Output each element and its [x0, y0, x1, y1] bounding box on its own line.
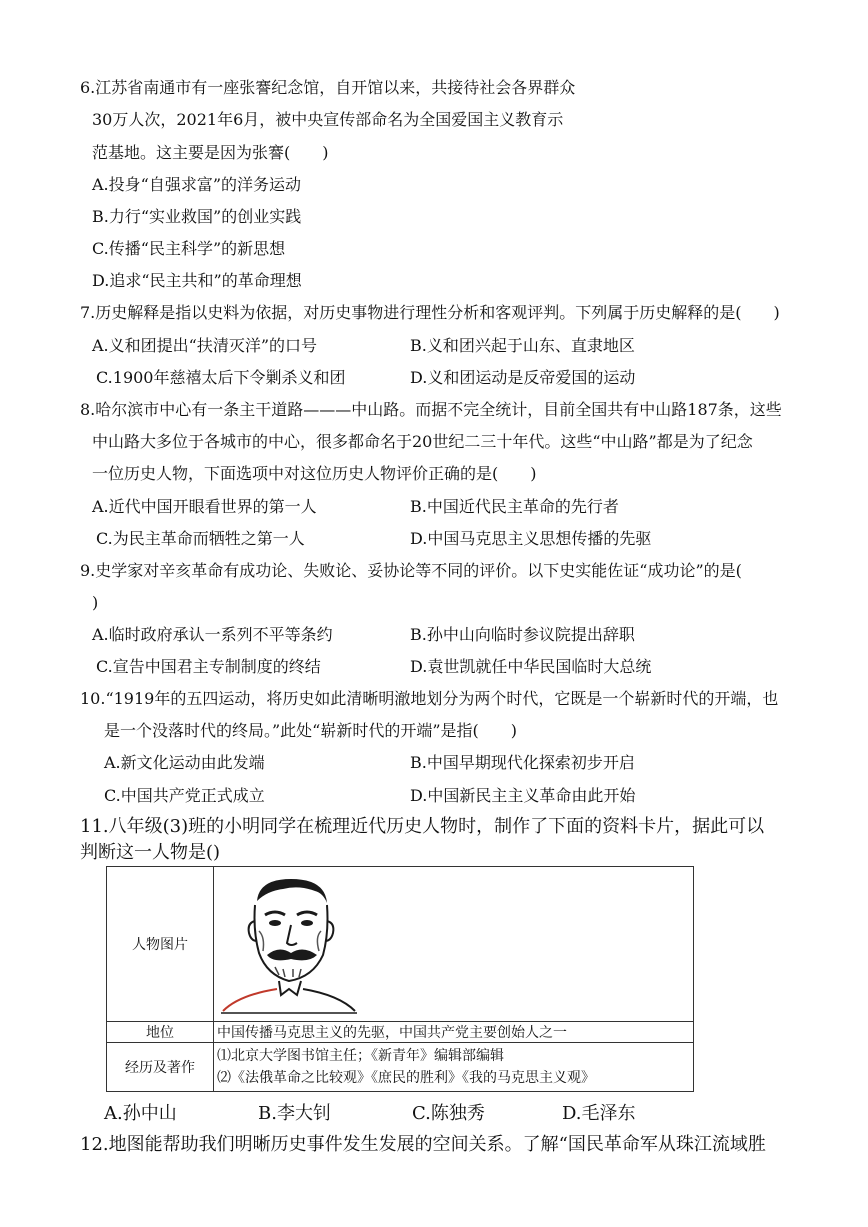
q9-stem-line1: 9.史学家对辛亥革命有成功论、失败论、妥协论等不同的评价。以下史实能佐证“成功论”的是(: [80, 561, 742, 580]
q8-option-a: A.近代中国开眼看世界的第一人: [92, 497, 317, 516]
li-dazhao-portrait-icon: [219, 871, 359, 1017]
q6-stem-line2: 30万人次，2021年6月，被中央宣传部命名为全国爱国主义教育示: [92, 110, 564, 129]
card-label-portrait: 人物图片: [107, 867, 214, 1022]
q9-stem-line2: ): [92, 593, 99, 612]
person-info-card: [106, 866, 694, 1092]
q8-option-d: D.中国马克思主义思想传播的先驱: [410, 529, 652, 548]
q9-option-b: B.孙中山向临时参议院提出辞职: [410, 625, 635, 644]
q6-option-b: B.力行“实业救国”的创业实践: [92, 207, 302, 226]
q11-stem-line2: 判断这一人物是(): [80, 842, 221, 863]
q6-option-d: D.追求“民主共和”的革命理想: [92, 271, 302, 290]
card-portrait-cell: [214, 867, 694, 1022]
q8-option-c: C.为民主革命而牺牲之第一人: [96, 529, 305, 548]
card-label-works: 经历及著作: [107, 1043, 214, 1092]
q6-stem-line3: 范基地。这主要是因为张謇( ): [92, 143, 329, 162]
q11-stem-line1: 11.八年级(3)班的小明同学在梳理近代历史人物时，制作了下面的资料卡片，据此可以: [80, 816, 765, 837]
q6-option-c: C.传播“民主科学”的新思想: [92, 239, 286, 258]
card-works-line2: ⑵《法俄革命之比较观》《庶民的胜利》《我的马克思主义观》: [217, 1070, 595, 1086]
q9-option-d: D.袁世凯就任中华民国临时大总统: [410, 657, 652, 676]
q10-option-b: B.中国早期现代化探索初步开启: [410, 753, 635, 772]
q11-option-b: B.李大钊: [258, 1103, 331, 1124]
card-row-works: [107, 1043, 694, 1092]
q7-option-c: C.1900年慈禧太后下令剿杀义和团: [96, 368, 346, 387]
q11-option-d: D.毛泽东: [562, 1103, 636, 1124]
q7-option-d: D.义和团运动是反帝爱国的运动: [410, 368, 636, 387]
card-works-line1: ⑴北京大学图书馆主任；《新青年》编辑部编辑: [217, 1048, 504, 1064]
q8-stem-line1: 8.哈尔滨市中心有一条主干道路———中山路。而据不完全统计，目前全国共有中山路187条，这些: [80, 400, 782, 419]
q8-stem-line2: 中山路大多位于各城市的中心，很多都命名于20世纪二三十年代。这些“中山路”都是为了纪念: [92, 432, 753, 451]
q9-option-c: C.宣告中国君主专制制度的终结: [96, 657, 321, 676]
q10-option-d: D.中国新民主主义革命由此开始: [410, 786, 636, 805]
q10-stem-line2: 是一个没落时代的终局。”此处“崭新时代的开端”是指( ): [104, 721, 518, 740]
q8-stem-line3: 一位历史人物，下面选项中对这位历史人物评价正确的是( ): [92, 464, 537, 483]
q10-option-a: A.新文化运动由此发端: [104, 753, 265, 772]
q10-stem-line1: 10.“1919年的五四运动，将历史如此清晰明澈地划分为两个时代，它既是一个崭新时代的开端，也: [80, 689, 779, 708]
card-row-portrait: [107, 867, 694, 1022]
q10-option-c: C.中国共产党正式成立: [104, 786, 265, 805]
q9-option-a: A.临时政府承认一系列不平等条约: [92, 625, 333, 644]
q11-option-a: A.孙中山: [104, 1103, 177, 1124]
q11-option-c: C.陈独秀: [412, 1103, 485, 1124]
q6-option-a: A.投身“自强求富”的洋务运动: [92, 175, 302, 194]
q12-stem-line1: 12.地图能帮助我们明晰历史事件发生发展的空间关系。了解“国民革命军从珠江流域胜: [80, 1134, 766, 1155]
card-label-status: 地位: [107, 1022, 214, 1043]
q7-stem: 7.历史解释是指以史料为依据，对历史事物进行理性分析和客观评判。下列属于历史解释的是( ): [80, 303, 780, 322]
card-value-works: [214, 1043, 694, 1092]
card-value-status: 中国传播马克思主义的先驱，中国共产党主要创始人之一: [214, 1022, 694, 1043]
q6-stem-line1: 6.江苏省南通市有一座张謇纪念馆，自开馆以来，共接待社会各界群众: [80, 78, 576, 97]
card-row-status: [107, 1022, 694, 1043]
q7-option-b: B.义和团兴起于山东、直隶地区: [410, 336, 635, 355]
q8-option-b: B.中国近代民主革命的先行者: [410, 497, 619, 516]
q7-option-a: A.义和团提出“扶清灭洋”的口号: [92, 336, 318, 355]
